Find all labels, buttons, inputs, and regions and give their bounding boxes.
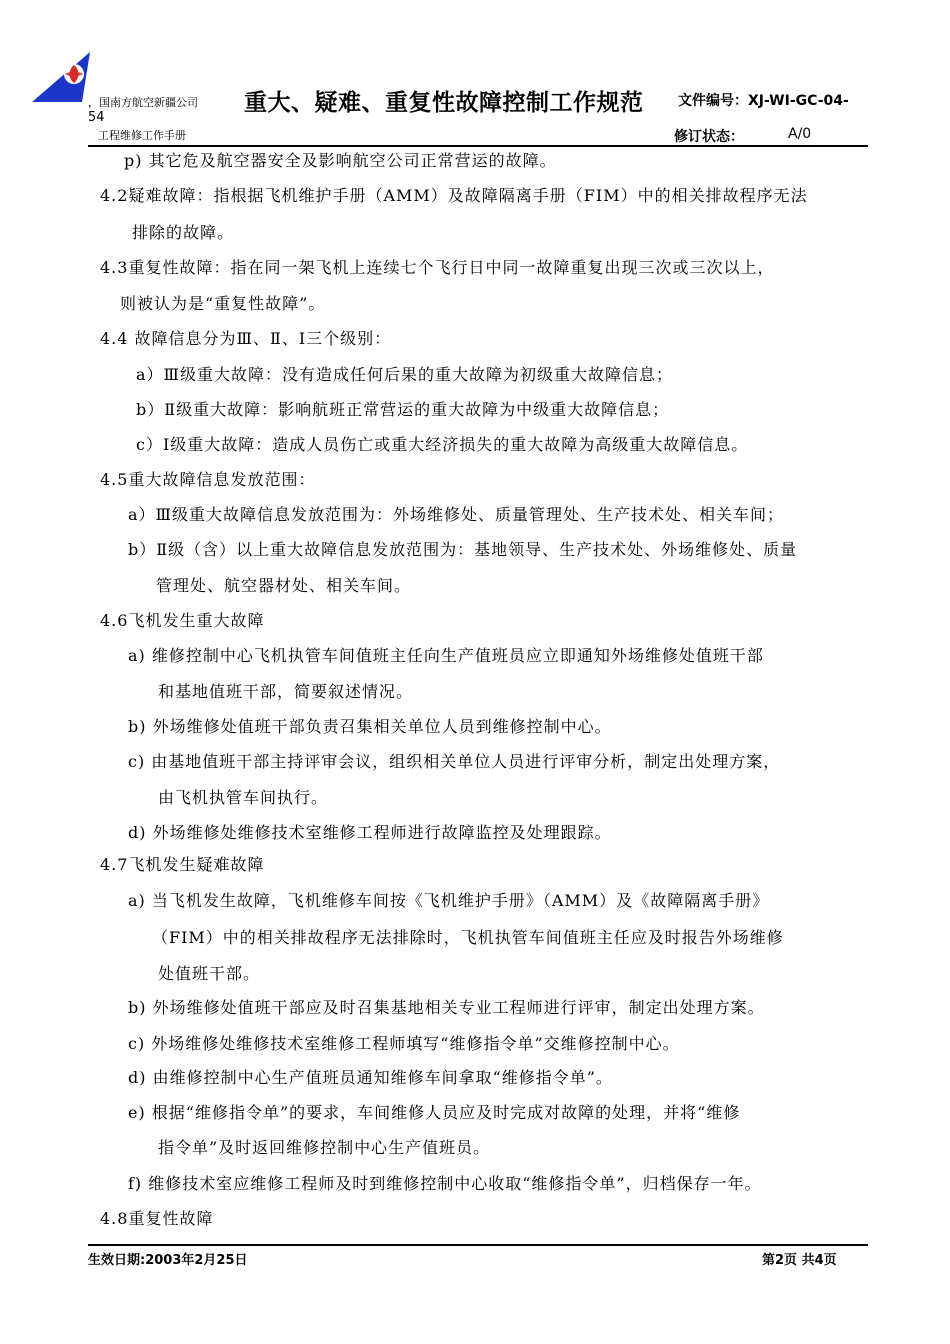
body-line: c）Ⅰ级重大故障：造成人员伤亡或重大经济损失的重大故障为高级重大故障信息。 xyxy=(136,435,749,454)
company-name: ，国南方航空新疆公司 xyxy=(88,96,198,109)
body-line: c) 由基地值班干部主持评审会议，组织相关单位人员进行评审分析，制定出处理方案， xyxy=(128,752,781,771)
body-line: b) 外场维修处值班干部应及时召集基地相关专业工程师进行评审，制定出处理方案。 xyxy=(128,998,765,1017)
body-line: d) 外场维修处维修技术室维修工程师进行故障监控及处理跟踪。 xyxy=(128,823,612,842)
body-line: c) 外场维修处维修技术室维修工程师填写“维修指令单”交维修控制中心。 xyxy=(128,1034,680,1053)
body-line: 排除的故障。 xyxy=(132,223,235,242)
body-line: b）Ⅱ级重大故障：影响航班正常营运的重大故障为中级重大故障信息； xyxy=(136,400,670,419)
body-line: 则被认为是“重复性故障”。 xyxy=(120,294,326,313)
body-line: 4.8重复性故障 xyxy=(100,1209,214,1228)
body-line: b）Ⅱ级（含）以上重大故障信息发放范围为：基地领导、生产技术处、外场维修处、质量 xyxy=(128,540,798,559)
footer-divider xyxy=(88,1244,868,1246)
body-line: （FIM）中的相关排故程序无法排除时，飞机执管车间值班主任应及时报告外场维修 xyxy=(152,928,784,947)
body-line: 4.4 故障信息分为Ⅲ、Ⅱ、Ⅰ三个级别： xyxy=(100,329,392,348)
body-line: 4.7飞机发生疑难故障 xyxy=(100,855,265,874)
body-line: b) 外场维修处值班干部负责召集相关单位人员到维修控制中心。 xyxy=(128,717,612,736)
body-line: p) 其它危及航空器安全及影响航空公司正常营运的故障。 xyxy=(124,151,557,170)
body-line: f) 维修技术室应维修工程师及时到维修控制中心收取“维修指令单”，归档保存一年。 xyxy=(128,1174,762,1193)
body-line: 4.6飞机发生重大故障 xyxy=(100,611,265,630)
revision-label: 修订状态： xyxy=(674,129,744,145)
page-info: 第2页 共4页 xyxy=(762,1253,837,1268)
body-line: 4.2疑难故障：指根据飞机维护手册（AMM）及故障隔离手册（FIM）中的相关排故程序无法 xyxy=(100,186,808,205)
body-line: a) 维修控制中心飞机执管车间值班主任向生产值班员应立即通知外场维修处值班干部 xyxy=(128,646,764,665)
body-line: a）Ⅲ级重大故障：没有造成任何后果的重大故障为初级重大故障信息； xyxy=(136,365,673,384)
body-line: 4.3重复性故障：指在同一架飞机上连续七个飞行日中同一故障重复出现三次或三次以上， xyxy=(100,258,775,277)
body-line: d) 由维修控制中心生产值班员通知维修车间拿取“维修指令单”。 xyxy=(128,1068,613,1087)
document-number-continued: 54 xyxy=(88,110,105,125)
body-line: 4.5重大故障信息发放范围： xyxy=(100,470,316,489)
revision-value: A/0 xyxy=(788,126,812,142)
body-line: e) 根据“维修指令单”的要求，车间维修人员应及时完成对故障的处理，并将“维修 xyxy=(128,1103,741,1122)
body-line: a) 当飞机发生故障，飞机维修车间按《飞机维护手册》（AMM）及《故障隔离手册》 xyxy=(128,891,770,910)
body-line: 指令单”及时返回维修控制中心生产值班员。 xyxy=(158,1138,491,1157)
effective-date: 生效日期:2003年2月25日 xyxy=(88,1253,248,1268)
document-number: 文件编号：XJ-WI-GC-04- xyxy=(678,93,849,109)
manual-name: 工程维修工作手册 xyxy=(98,129,186,142)
body-line: 和基地值班干部，简要叙述情况。 xyxy=(158,682,414,701)
body-line: 由飞机执管车间执行。 xyxy=(158,788,329,807)
document-title: 重大、疑难、重复性故障控制工作规范 xyxy=(244,90,644,116)
body-line: a）Ⅲ级重大故障信息发放范围为：外场维修处、质量管理处、生产技术处、相关车间； xyxy=(128,505,784,524)
body-line: 处值班干部。 xyxy=(158,964,261,983)
body-line: 管理处、航空器材处、相关车间。 xyxy=(156,576,412,595)
header-divider xyxy=(88,145,868,147)
